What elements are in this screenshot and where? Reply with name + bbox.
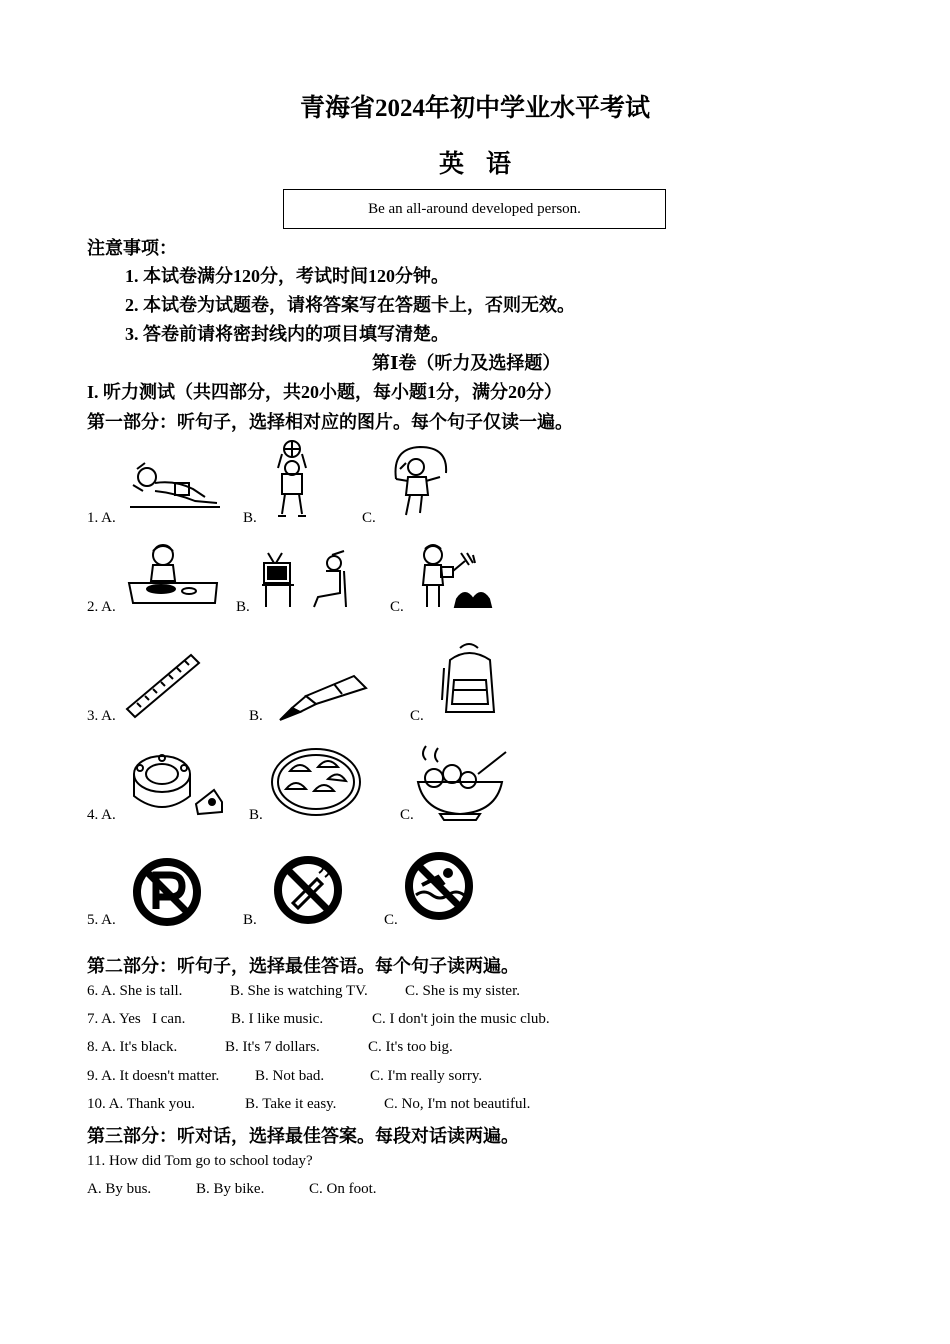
lying-boy-icon — [125, 455, 225, 515]
q6-option-a: 6. A. She is tall. — [87, 983, 183, 999]
q8-option-a: 8. A. It's black. — [87, 1039, 178, 1055]
notice-item: 3. 答卷前请将密封线内的项目填写清楚。 — [125, 324, 449, 344]
q5-c-label: C. — [384, 912, 398, 928]
notice-item: 2. 本试卷为试题卷，请将答案写在答题卡上，否则无效。 — [125, 295, 575, 315]
q1-b-label: B. — [243, 510, 257, 526]
section-title: I. 听力测试（共四部分，共20小题，每小题1分，满分20分） — [87, 382, 563, 402]
q10-option-b: B. Take it easy. — [245, 1096, 337, 1112]
notice-item: 1. 本试卷满分120分，考试时间120分钟。 — [125, 266, 449, 286]
no-swimming-icon — [404, 851, 474, 921]
q11-option-a: A. By bus. — [87, 1181, 152, 1197]
q9-option-a: 9. A. It doesn't matter. — [87, 1068, 220, 1084]
q6-option-c: C. She is my sister. — [405, 983, 521, 999]
dumplings-icon — [270, 747, 362, 817]
q9-option-c: C. I'm really sorry. — [370, 1068, 483, 1084]
basketball-player-icon — [268, 440, 316, 518]
q6-option-b: B. She is watching TV. — [230, 983, 368, 999]
backpack-icon — [440, 640, 498, 720]
q8-option-b: B. It's 7 dollars. — [225, 1039, 320, 1055]
q8-option-c: C. It's too big. — [368, 1039, 453, 1055]
q9-option-b: B. Not bad. — [255, 1068, 325, 1084]
q11-option-b: B. By bike. — [196, 1181, 265, 1197]
q4-b-label: B. — [249, 807, 263, 823]
q7-option-a: 7. A. Yes I can. — [87, 1011, 186, 1027]
watching-tv-icon — [260, 549, 352, 609]
motto-box: Be an all-around developed person. — [283, 189, 666, 229]
q1-c-label: C. — [362, 510, 376, 526]
q11-option-c: C. On foot. — [309, 1181, 377, 1197]
watering-flowers-icon — [413, 541, 495, 611]
q4-c-label: C. — [400, 807, 414, 823]
volume-title: 第Ⅰ卷（听力及选择题） — [372, 353, 561, 373]
q4-a-label: 4. A. — [87, 807, 116, 823]
q2-b-label: B. — [236, 599, 250, 615]
notice-heading: 注意事项： — [87, 238, 177, 258]
q1-a-label: 1. A. — [87, 510, 116, 526]
fountain-pen-icon — [276, 672, 370, 724]
cooking-girl-icon — [127, 541, 219, 607]
no-parking-icon — [132, 857, 202, 927]
subject-title: 英语 — [438, 151, 533, 178]
tangyuan-icon — [416, 744, 508, 820]
q10-option-a: 10. A. Thank you. — [87, 1096, 196, 1112]
part1-title: 第一部分：听句子，选择相对应的图片。每个句子仅读一遍。 — [87, 412, 573, 432]
q5-a-label: 5. A. — [87, 912, 116, 928]
q11-question: 11. How did Tom go to school today? — [87, 1153, 313, 1169]
q3-c-label: C. — [410, 708, 424, 724]
q3-a-label: 3. A. — [87, 708, 116, 724]
q7-option-b: B. I like music. — [231, 1011, 324, 1027]
q2-c-label: C. — [390, 599, 404, 615]
q5-b-label: B. — [243, 912, 257, 928]
q3-b-label: B. — [249, 708, 263, 724]
q2-a-label: 2. A. — [87, 599, 116, 615]
ruler-icon — [125, 653, 201, 719]
q10-option-c: C. No, I'm not beautiful. — [384, 1096, 531, 1112]
q7-option-c: C. I don't join the music club. — [372, 1011, 550, 1027]
exam-title: 青海省2024年初中学业水平考试 — [299, 95, 650, 122]
mooncake-icon — [130, 752, 224, 820]
no-smoking-icon — [273, 855, 343, 925]
part2-title: 第二部分：听句子，选择最佳答语。每个句子读两遍。 — [87, 956, 519, 976]
part3-title: 第三部分：听对话，选择最佳答案。每段对话读两遍。 — [87, 1126, 519, 1146]
jump-rope-girl-icon — [382, 443, 454, 519]
